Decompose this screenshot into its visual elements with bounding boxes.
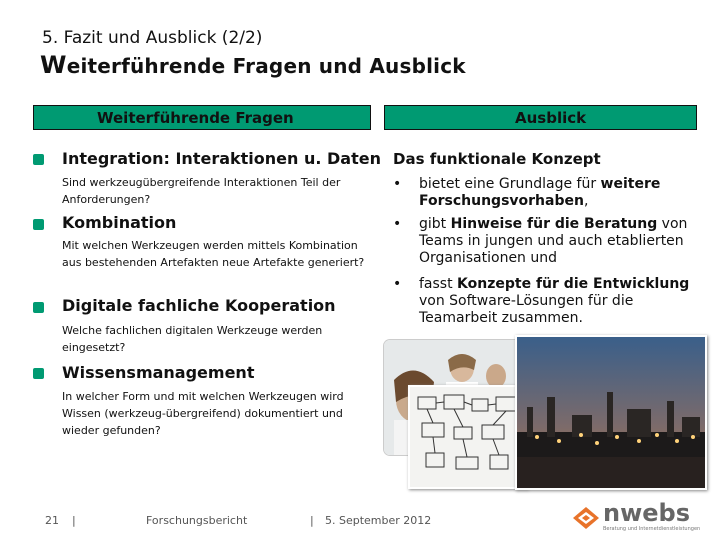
outlook-bullet xyxy=(393,216,703,271)
question-title: Kombination xyxy=(62,213,177,232)
nwebs-logo xyxy=(573,499,701,532)
logo-wordmark: nwebs xyxy=(603,499,690,527)
question-title: Digitale fachliche Kooperation xyxy=(62,296,336,315)
outlook-text: bietet eine Grundlage für xyxy=(419,176,601,192)
title-initial: W xyxy=(40,51,67,79)
right-panel-header xyxy=(384,105,697,130)
outlook-text: , xyxy=(583,193,589,209)
left-panel-heading: Weiterführende Fragen xyxy=(97,108,294,127)
sketch-photo xyxy=(408,385,528,489)
question-text: In welcher Form und mit welchen Werkzeugen wird Wissen (werkzeug-übergreifend) dokumentiert und wieder gefunden? xyxy=(62,390,344,437)
concept-heading: Das funktionale Konzept xyxy=(393,150,601,168)
bullet-square-icon xyxy=(33,154,44,165)
outlook-text: von Teams in jungen und auch etablierten Organisationen und xyxy=(419,216,688,266)
outlook-text: fasst xyxy=(419,276,458,292)
question-title: Wissensmanagement xyxy=(62,363,255,382)
outlook-emphasis: Hinweise für die Beratung xyxy=(450,216,658,232)
bullet-dot: • xyxy=(393,276,402,292)
page-number: 21 xyxy=(45,514,59,527)
question-text: Sind werkzeugübergreifende Interaktionen Teil der Anforderungen? xyxy=(62,176,341,206)
logo-mark-icon xyxy=(573,507,599,529)
logo-tagline: Beratung und Internetdienstleistungen xyxy=(603,526,701,532)
footer-date: 5. September 2012 xyxy=(325,514,432,527)
outlook-bullet xyxy=(393,176,703,216)
bullet-dot: • xyxy=(393,176,402,192)
bullet-square-icon xyxy=(33,302,44,313)
bullet-square-icon xyxy=(33,368,44,379)
footer-separator: | xyxy=(72,514,76,527)
title-rest: eiterführende Fragen und Ausblick xyxy=(66,54,466,78)
outlook-bullet xyxy=(393,276,703,331)
bullet-dot: • xyxy=(393,216,402,232)
outlook-emphasis: weitere Forschungsvorhaben xyxy=(419,176,661,209)
footer-separator: | xyxy=(310,514,314,527)
outlook-emphasis: Konzepte für die Entwicklung xyxy=(457,276,690,292)
bullet-square-icon xyxy=(33,219,44,230)
slide-title xyxy=(40,51,466,79)
outlook-text: gibt xyxy=(419,216,451,232)
left-panel-header xyxy=(33,105,371,130)
question-title: Integration: Interaktionen u. Daten xyxy=(62,149,381,168)
slide-subtitle: 5. Fazit und Ausblick (2/2) xyxy=(42,28,263,48)
right-panel-heading: Ausblick xyxy=(515,108,587,127)
footer-report: Forschungsbericht xyxy=(146,514,248,527)
outlook-text: von Software-Lösungen für die Teamarbeit zusammen. xyxy=(419,293,634,326)
question-text: Mit welchen Werkzeugen werden mittels Kombination aus bestehenden Artefakten neue Artefakte generiert? xyxy=(62,239,365,269)
question-text: Welche fachlichen digitalen Werkzeuge werden eingesetzt? xyxy=(62,324,323,354)
industry-night-photo xyxy=(515,335,707,490)
